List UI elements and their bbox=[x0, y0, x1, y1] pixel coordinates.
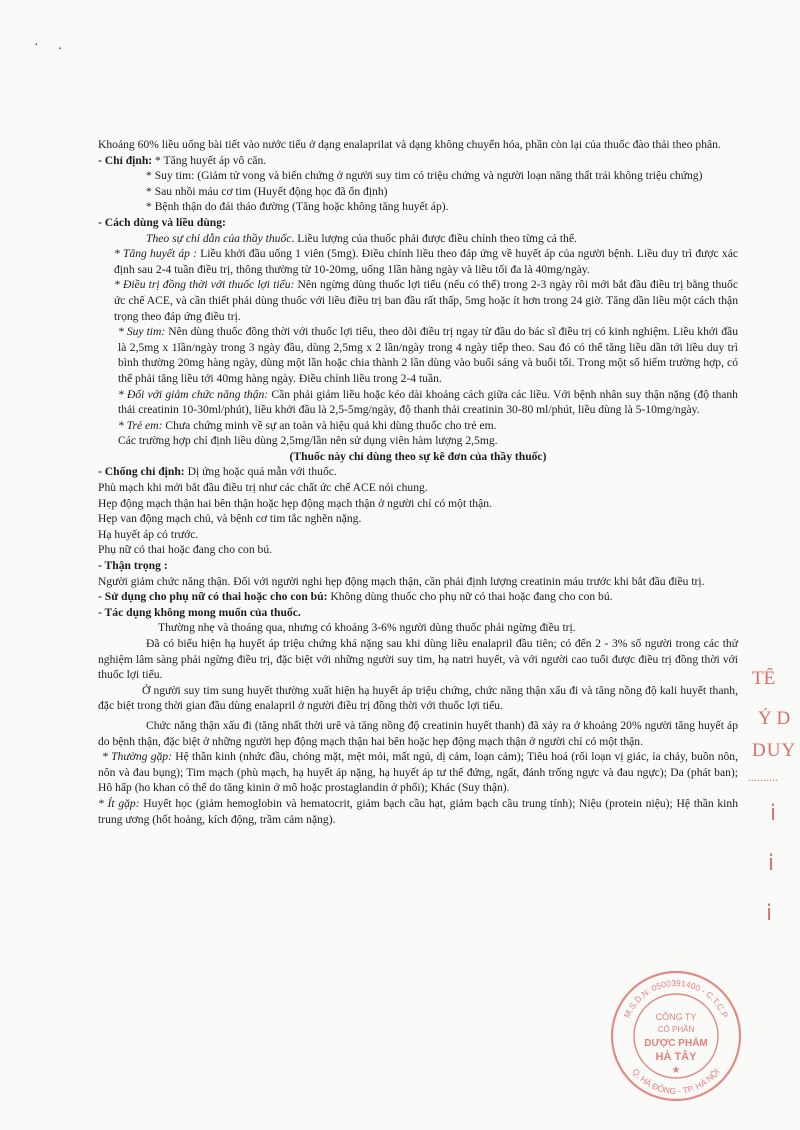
adverse-common-label: * Thường gặp: bbox=[102, 750, 172, 764]
seal-ring-top: M.S.D.N: 0500391400 - C.T.C.P bbox=[621, 977, 731, 1020]
contra-item-2: Hẹp động mạch thận hai bên thận hoặc hẹp động mạch thận ở người chỉ có một thận. bbox=[98, 496, 492, 510]
dosage-diuretic-text: Nên ngừng dùng thuốc lợi tiểu (nếu có thể) trong 2-3 ngày rồi mới bắt đầu điều trị bằng thuốc ức chế ACE, và cần thiết phải dùng thuốc với liều điều trị ban đầu rất thấp, 5mg hoặc ít hơn trong 24 giờ. Tăng dần liều một cách thận trọng theo đáp ứng điều trị. bbox=[114, 278, 738, 323]
edge-signature-mark-3: ⅰ bbox=[766, 900, 773, 925]
seal-line-3: DƯỢC PHẨM bbox=[644, 1038, 708, 1049]
pregnancy-heading: - Sử dụng cho phụ nữ có thai hoặc cho con bú: bbox=[98, 590, 328, 604]
edge-signature-mark: ⅰ bbox=[770, 800, 777, 825]
contra-section bbox=[98, 464, 738, 480]
seal-line-2: CỔ PHẦN bbox=[657, 1025, 695, 1034]
dosage-low-dose: Các trường hợp chỉ định liều dùng 2,5mg/lần nên sử dụng viên hàm lượng 2,5mg. bbox=[118, 434, 498, 448]
dosage-intro-rest: . Liều lượng của thuốc phải được điều chỉnh theo từng cá thể. bbox=[291, 231, 577, 245]
contra-item-5: Phụ nữ có thai hoặc đang cho con bú. bbox=[98, 543, 273, 557]
contra-item-0: Dị ứng hoặc quá mẫn với thuốc. bbox=[184, 465, 337, 479]
adverse-rare bbox=[98, 796, 738, 827]
dosage-heart-failure-label: * Suy tim: bbox=[118, 325, 166, 339]
document-body bbox=[98, 137, 738, 827]
indication-item-1: * Suy tim: (Giảm tử vong và biến chứng ở người suy tim có triệu chứng và người loạn năng thất trái không triệu chứng) bbox=[146, 169, 703, 183]
adverse-rare-label: * Ít gặp: bbox=[98, 796, 140, 810]
dosage-children bbox=[98, 418, 738, 434]
pregnancy-section bbox=[98, 589, 738, 605]
indication-item-0: * Tăng huyết áp vô căn. bbox=[152, 153, 267, 167]
dosage-renal-label: * Đối với giảm chức năng thận: bbox=[118, 387, 269, 401]
adverse-rare-text: Huyết học (giảm hemoglobin và hematocrit, giảm bạch cầu hạt, giảm bạch cầu trung tính); Niệu (protein niệu); Hệ thần kinh trung ương (hốt hoảng, kích động, trầm cảm nặng). bbox=[98, 796, 738, 826]
seal-ring-bottom: Q. HÀ ĐÔNG - TP. HÀ NỘI bbox=[630, 1066, 722, 1097]
dosage-diuretic-label: * Điều trị đồng thời với thuốc lợi tiểu: bbox=[114, 278, 295, 292]
indications-section bbox=[98, 153, 738, 169]
dosage-children-text: Chưa chứng minh về sự an toàn và hiệu quả khi dùng thuốc cho trẻ em. bbox=[162, 418, 497, 432]
indication-item-3: * Bệnh thận do đái tháo đường (Tăng hoặc không tăng huyết áp). bbox=[146, 200, 449, 214]
dosage-children-label: * Trẻ em: bbox=[118, 418, 163, 432]
adverse-common-text: Hệ thần kinh (nhức đầu, chóng mặt, mệt mỏi, mất ngủ, dị cảm, loạn cảm); Tiêu hoá (rối loạn vị giác, ỉa chảy, buồn nôn, nôn và đau bụng); Tim mạch (phù mạch, hạ huyết áp nặng, hạ huyết áp tư thế đứng, ngất, đánh trống ngực và đau ngực); Da (phát ban); Hô hấp (ho khan có thể do tăng kinin ở mô hoặc prostaglandin ở phổi); Khác (Suy thận). bbox=[98, 750, 738, 795]
dosage-hypertension bbox=[98, 246, 738, 277]
contra-item-4: Hạ huyết áp có trước. bbox=[98, 527, 199, 541]
indications-heading: - Chỉ định: bbox=[98, 153, 153, 167]
edge-dotted-line: .......... bbox=[748, 770, 778, 784]
adverse-p3: Ở người suy tim sung huyết thường xuất hiện hạ huyết áp triệu chứng, chức năng thận xấu đi và tăng nồng độ kali huyết thanh, đặc biệt trong thời gian đầu dùng enalapril ở người điều trị đồng thời với thuốc lợi tiểu. bbox=[98, 683, 738, 713]
company-seal bbox=[608, 968, 744, 1104]
edge-fragment-1: TẾ bbox=[752, 668, 776, 689]
contra-heading: - Chống chỉ định: bbox=[98, 465, 185, 479]
caution-heading: - Thận trọng : bbox=[98, 559, 168, 573]
dosage-hypertension-label: * Tăng huyết áp : bbox=[114, 247, 198, 261]
dosage-intro bbox=[98, 231, 738, 247]
dosage-intro-italic: Theo sự chỉ dẫn của thầy thuốc bbox=[146, 231, 292, 245]
dosage-diuretic bbox=[98, 277, 738, 324]
dosage-heading: - Cách dùng và liều dùng: bbox=[98, 215, 226, 229]
adverse-common bbox=[98, 749, 738, 796]
seal-line-1: CÔNG TY bbox=[655, 1012, 697, 1022]
pregnancy-text: Không dùng thuốc cho phụ nữ có thai hoặc đang cho con bú. bbox=[327, 590, 613, 604]
seal-line-4: HÀ TÂY bbox=[655, 1051, 697, 1063]
dosage-heart-failure bbox=[98, 324, 738, 386]
edge-signature-mark-2: ⅰ bbox=[768, 850, 775, 875]
adverse-p2: Đã có biểu hiện hạ huyết áp triệu chứng khá nặng sau khi dùng liều enalapril đầu tiên; có đến 2 - 3% số người trong các thử nghiệm lâm sàng phải ngừng điều trị, đặc biệt với những người suy tim, hạ natri huyết, và với người cao tuổi được điều trị đồng thời với thuốc lợi tiểu. bbox=[98, 637, 738, 682]
excretion-paragraph: Khoảng 60% liều uống bài tiết vào nước tiểu ở dạng enalaprilat và dạng không chuyển hóa, phần còn lại của thuốc đào thải theo phân. bbox=[98, 138, 721, 151]
dosage-heart-failure-text: Nên dùng thuốc đồng thời với thuốc lợi tiểu, theo dõi điều trị ngay từ đầu do bác sĩ điều trị có kinh nghiệm. Liều khởi đầu là 2,5mg x 1lần/ngày trong 3 ngày đầu, dùng 2,5mg x 2 lần/ngày trong 4 ngày tiếp theo. Sau đó có thể tăng liều dần tới liều duy trì bình thường 20mg hàng ngày, dùng một lần hoặc chia thành 2 lần dùng vào buổi sáng và buổi tối. Trong một số hiếm trường hợp, có thể phải tăng liều tới 40mg hàng ngày. Điều chỉnh liều trong 2-4 tuần. bbox=[118, 325, 738, 385]
seal-star-icon: ★ bbox=[671, 1065, 681, 1076]
dosage-renal bbox=[98, 387, 738, 418]
adverse-p4: Chức năng thận xấu đi (tăng nhất thời urê và tăng nồng độ creatinin huyết thanh) đã xảy ra ở khoảng 20% người tăng huyết áp do bệnh thận, đặc biệt ở những người hẹp động mạch thận hai bên hoặc hẹp động mạch thận ở người chỉ có một thận. bbox=[98, 718, 738, 748]
caution-text: Người giảm chức năng thận. Đối với người nghi hẹp động mạch thận, cần phải định lượng creatinin máu trước khi bắt đầu điều trị. bbox=[98, 574, 705, 588]
edge-fragment-3: DUY bbox=[752, 740, 797, 761]
edge-fragment-2: Ý D bbox=[758, 708, 791, 729]
dosage-hypertension-text: Liều khởi đầu uống 1 viên (5mg). Điều chỉnh liều theo đáp ứng về huyết áp của người bệnh. Liều duy trì được xác định sau 2-4 tuần điều trị, thông thường từ 10-20mg, uống 1lần hàng ngày và liều tối đa là 40mg/ngày. bbox=[114, 247, 738, 276]
prescription-notice: (Thuốc này chỉ dùng theo sự kê đơn của thầy thuốc) bbox=[289, 449, 547, 463]
dosage-renal-text: Cần phải giảm liều hoặc kéo dài khoảng cách giữa các liều. Với bệnh nhân suy thận nặng (độ thanh thải creatinin 10-30ml/phút), liều khởi đầu là 2,5-5mg/ngày, độ thanh thải creatinin 30-80 ml/phút, liều dùng là 5-10mg/ngày. bbox=[118, 387, 738, 417]
corner-marks: · . bbox=[34, 38, 70, 53]
indication-item-2: * Sau nhồi máu cơ tim (Huyết động học đã ổn định) bbox=[146, 184, 388, 198]
contra-item-3: Hẹp van động mạch chủ, và bệnh cơ tim tắc nghẽn nặng. bbox=[98, 512, 362, 526]
adverse-p1: Thường nhẹ và thoáng qua, nhưng có khoảng 3-6% người dùng thuốc phải ngừng điều trị. bbox=[158, 621, 576, 635]
adverse-heading: - Tác dụng không mong muốn của thuốc. bbox=[98, 605, 301, 619]
contra-item-1: Phù mạch khi mới bắt đầu điều trị như các chất ức chế ACE nói chung. bbox=[98, 481, 428, 495]
